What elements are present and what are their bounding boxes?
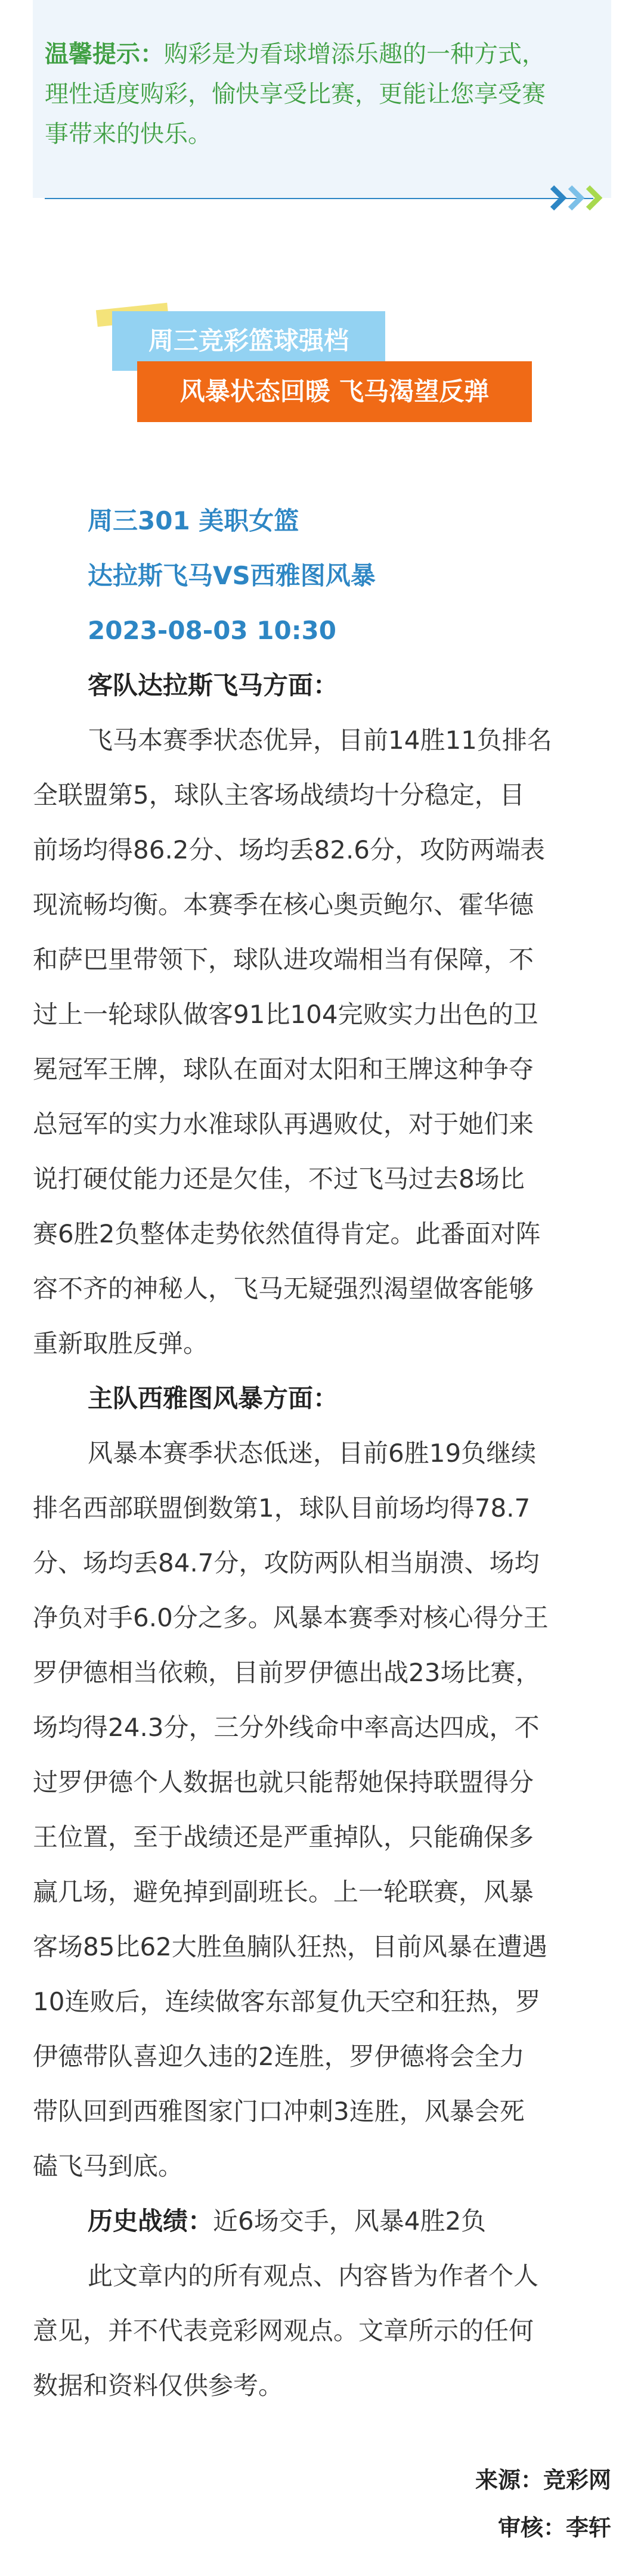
away-line: 飞马本赛季状态优异，目前14胜11负排名 [88,726,552,755]
notice-line-3: 事带来的快乐。 [45,120,212,148]
triple-chevron-icon [547,180,613,216]
home-line: 10连败后，连续做客东部复仇天空和狂热，罗 [33,1987,541,2016]
home-line: 磕飞马到底。 [33,2152,184,2181]
home-line: 带队回到西雅图家门口冲刺3连胜，风暴会死 [33,2097,525,2126]
notice-line-2: 理性适度购彩，愉快享受比赛，更能让您享受赛 [45,80,546,108]
headline-tag: 风暴状态回暖 飞马渴望反弹 [137,361,532,422]
home-heading: 主队西雅图风暴方面： [88,1384,339,1413]
home-line: 罗伊德相当依赖，目前罗伊德出战23场比赛， [33,1658,541,1687]
notice-divider [45,198,593,199]
away-line: 总冠军的实力水准球队再遇败仗，对于她们来 [33,1109,534,1139]
history-label: 历史战绩： [88,2206,213,2236]
home-line: 王位置，至于战绩还是严重掉队，只能确保多 [33,1822,534,1852]
home-line: 赢几场，避免掉到副班长。上一轮联赛，风暴 [33,1877,534,1907]
away-line: 前场均得86.2分、场均丢82.6分，攻防两端表 [33,835,546,864]
home-line: 风暴本赛季状态低迷，目前6胜19负继续 [88,1439,537,1468]
away-line: 说打硬仗能力还是欠佳，不过飞马过去8场比 [33,1164,525,1194]
match-code: 周三301 美职女篮 [88,506,299,535]
away-line: 重新取胜反弹。 [33,1329,209,1358]
match-datetime: 2023-08-03 10:30 [88,616,336,645]
history-line [88,2194,612,2249]
away-line: 和萨巴里带领下，球队进攻端相当有保障，不 [33,945,534,974]
disclaimer [0,2249,612,2413]
disclaimer-line: 数据和资料仅供参考。 [33,2371,284,2400]
footer-reviewer: 审核：李轩 [497,2515,611,2541]
home-paragraph [0,1426,612,2194]
disclaimer-line: 此文章内的所有观点、内容皆为作者个人 [88,2261,539,2290]
away-line: 冕冠军王牌，球队在面对太阳和王牌这种争夺 [33,1055,534,1084]
home-line: 伊德带队喜迎久违的2连胜，罗伊德将会全力 [33,2042,525,2071]
away-line: 全联盟第5，球队主客场战绩均十分稳定，目 [33,780,525,810]
home-line: 过罗伊德个人数据也就只能帮她保持联盟得分 [33,1768,534,1797]
home-line: 排名西部联盟倒数第1，球队目前场均得78.7 [33,1493,531,1523]
match-teams: 达拉斯飞马VS西雅图风暴 [88,561,376,590]
away-line: 容不齐的神秘人，飞马无疑强烈渴望做客能够 [33,1274,534,1303]
away-paragraph [0,713,612,1371]
home-line: 客场85比62大胜鱼腩队狂热，目前风暴在遭遇 [33,1932,547,1961]
notice-box [33,0,611,198]
article-body [33,494,612,2413]
away-line: 过上一轮球队做客91比104完败实力出色的卫 [33,1000,538,1029]
away-heading: 客队达拉斯飞马方面： [88,671,339,700]
notice-text [45,35,605,154]
notice-line-1 [45,35,605,75]
home-line: 分、场均丢84.7分，攻防两队相当崩溃、场均 [33,1548,540,1577]
history-text: 近6场交手，风暴4胜2负 [213,2206,487,2236]
away-line: 现流畅均衡。本赛季在核心奥贡鲍尔、霍华德 [33,890,534,919]
notice-line-1-text: 购彩是为看球增添乐趣的一种方式， [164,41,546,68]
footer-source: 来源：竞彩网 [475,2467,611,2493]
home-line: 净负对手6.0分之多。风暴本赛季对核心得分王 [33,1603,549,1632]
home-line: 场均得24.3分，三分外线命中率高达四成，不 [33,1713,540,1742]
disclaimer-line: 意见，并不代表竞彩网观点。文章所示的任何 [33,2316,534,2345]
notice-label: 温馨提示： [45,41,164,68]
away-line: 赛6胜2负整体走势依然值得肯定。此番面对阵 [33,1219,541,1248]
footer [373,2456,611,2552]
section-tag: 周三竞彩篮球强档 [112,311,385,371]
